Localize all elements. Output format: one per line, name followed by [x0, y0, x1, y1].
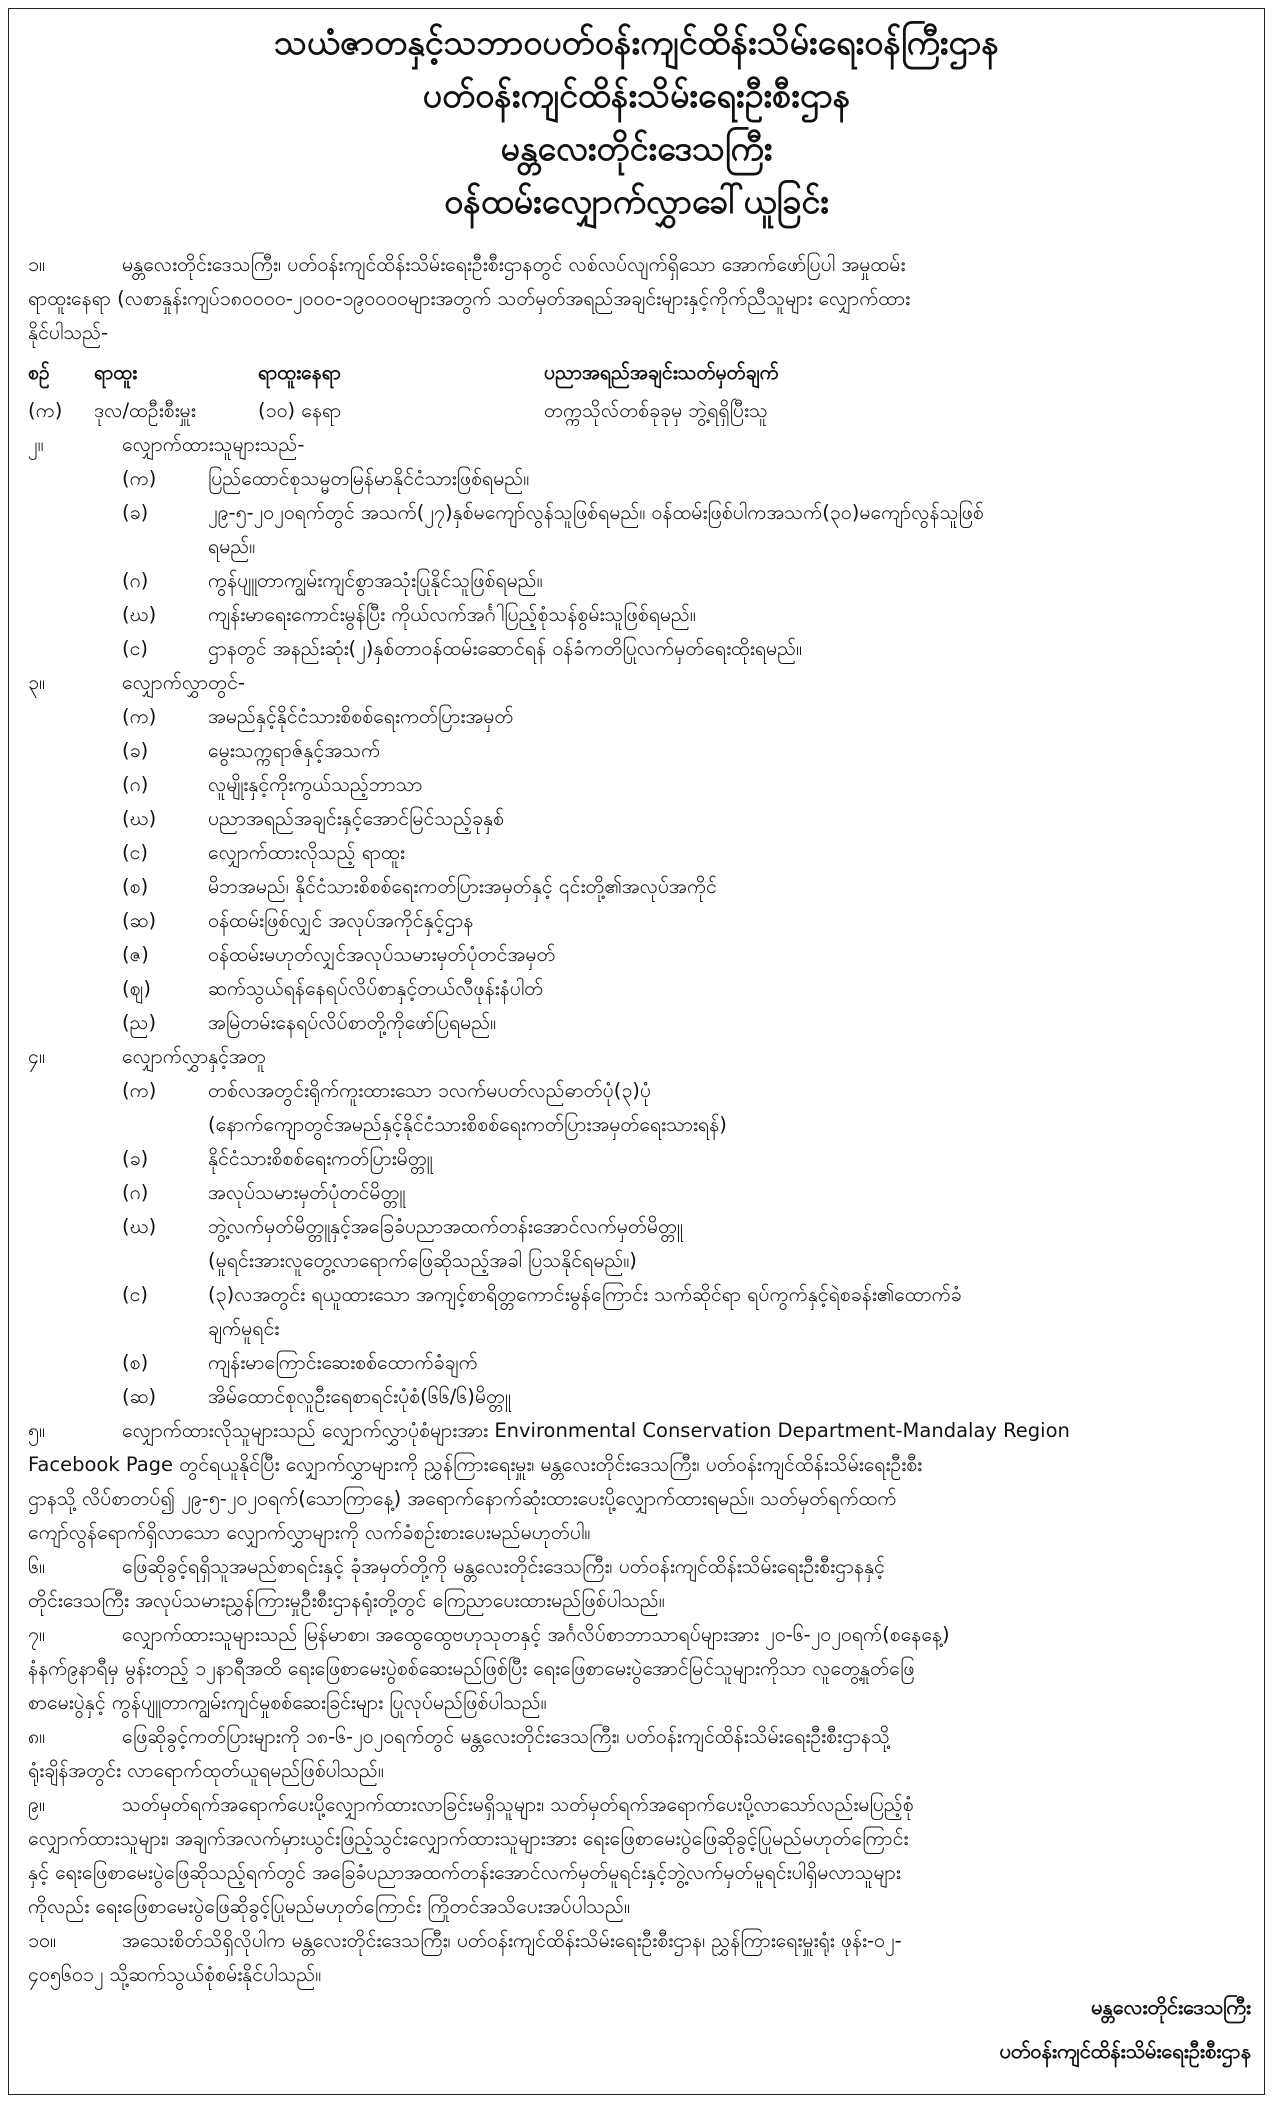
- col-header-vacancies: ရာထူးနေရာ: [258, 361, 341, 384]
- paragraph-text: အသေးစိတ်သိရှိလိုပါက မန္တလေးတိုင်းဒေသကြီး၊ ပတ်ဝန်းကျင်ထိန်းသိမ်းရေးဦးစီးဌာန၊ ညွှန်ကြားရေးမှူးရုံး ဖုန်း-၀၂-: [122, 1929, 902, 1952]
- list-item: [28, 938, 1253, 972]
- list-item: [28, 1210, 1253, 1244]
- positions-table-header: [28, 356, 1253, 390]
- item-marker: (င): [122, 637, 149, 660]
- list-item: [28, 598, 1253, 632]
- item-text: ကွန်ပျူတာကျွမ်းကျင်စွာအသုံးပြုနိုင်သူဖြစ်ရမည်။: [208, 569, 543, 592]
- paragraph-text: နှင့် ရေးဖြေစာမေးပွဲဖြေဆိုသည့်ရက်တွင် အခြေခံပညာအထက်တန်းအောင်လက်မှတ်မူရင်းနှင့်ဘွဲ့လက်မှတ်မူရင်းပါရှိမလာသူများ: [28, 1861, 901, 1884]
- paragraph-text: ဖြေဆိုခွင့်ရရှိသူအမည်စာရင်းနှင့် ခုံအမှတ်တို့ကို မန္တလေးတိုင်းဒေသကြီး၊ ပတ်ဝန်းကျင်ထိန်းသိမ်းရေးဦးစီးဌာနနှင့်: [122, 1555, 885, 1578]
- paragraph-text: ကိုလည်း ရေးဖြေစာမေးပွဲဖြေဆိုခွင့်ပြုမည်မဟုတ်ကြောင်း ကြိုတင်အသိပေးအပ်ပါသည်။: [28, 1895, 630, 1918]
- item-text: ၂၉-၅-၂၀၂၀ရက်တွင် အသက်(၂၇)နှစ်မကျော်လွန်သူဖြစ်ရမည်။ ဝန်ထမ်းဖြစ်ပါကအသက်(၃၀)မကျော်လွန်သူဖြစ်: [208, 501, 984, 524]
- list-item: [28, 972, 1253, 1006]
- list-item: [28, 768, 1253, 802]
- paragraph-3: [28, 666, 1253, 700]
- announcement-body: [28, 248, 1253, 1992]
- announcement-header: [9, 17, 1264, 229]
- list-item: [28, 802, 1253, 836]
- paragraph-text: ဌာနသို့ လိပ်စာတပ်၍ ၂၉-၅-၂၀၂၀ရက်(သောကြာနေ့) အရောက်နောက်ဆုံးထားပေးပို့လျှောက်ထားရမည်။ သတ်မှတ်ရက်ထက်: [28, 1487, 897, 1510]
- item-text: အလုပ်သမားမှတ်ပုံတင်မိတ္တူ: [208, 1181, 406, 1204]
- paragraph-number: ၉။: [28, 1793, 45, 1816]
- list-item: [28, 496, 1253, 530]
- item-text: ကျန်းမာကြောင်းဆေးစစ်ထောက်ခံချက်: [208, 1351, 478, 1374]
- item-text: (၃)လအတွင်း ရယူထားသော အကျင့်စာရိတ္တကောင်းမွန်ကြောင်း သက်ဆိုင်ရာ ရပ်ကွက်နှင့်ရဲစခန်း၏ထောက်ခံ: [208, 1283, 962, 1306]
- paragraph-7: [28, 1618, 1253, 1652]
- item-marker: (င): [122, 1283, 149, 1306]
- item-text: လျှောက်ထားလိုသည့် ရာထူး: [208, 841, 405, 864]
- item-marker: (စ): [122, 1351, 149, 1374]
- col-header-qualification: ပညာအရည်အချင်းသတ်မှတ်ချက်: [544, 361, 779, 384]
- item-marker: (စ): [122, 875, 149, 898]
- positions-table-row: [28, 394, 1253, 428]
- list-item: [28, 1006, 1253, 1040]
- item-marker: (ခ): [122, 1147, 149, 1170]
- list-item-cont: [28, 1244, 1253, 1278]
- paragraph-8: [28, 1720, 1253, 1754]
- paragraph-text: နံနက်၉နာရီမှ မွန်းတည့် ၁၂နာရီအထိ ရေးဖြေစာမေးပွဲစစ်ဆေးမည်ဖြစ်ပြီး ရေးဖြေစာမေးပွဲအောင်မြင်သူများကိုသာ လူတွေ့နှုတ်ဖြေ: [28, 1657, 915, 1680]
- item-text: နိုင်ငံသားစိစစ်ရေးကတ်ပြားမိတ္တူ: [208, 1147, 433, 1170]
- item-text: (မူရင်းအားလူတွေ့လာရောက်ဖြေဆိုသည့်အခါ ပြသနိုင်ရမည်။): [208, 1249, 637, 1272]
- paragraph-text: လျှောက်ထားသူများသည် မြန်မာစာ၊ အထွေထွေဗဟုသုတနှင့် အင်္ဂလိပ်စာဘာသာရပ်များအား ၂၀-၆-၂၀၂၀ရက်(စနေနေ့): [122, 1623, 950, 1646]
- paragraph-number: ၁။: [28, 253, 45, 276]
- paragraph-title: လျှောက်ထားသူများသည်-: [122, 433, 305, 456]
- paragraph-text: Facebook Page တွင်ရယူနိုင်ပြီး လျှောက်လွှာများကို ညွှန်ကြားရေးမှူး၊ မန္တလေးတိုင်းဒေသကြီး၊ ပတ်ဝန်းကျင်ထိန်းသိမ်းရေးဦးစီး: [28, 1453, 923, 1476]
- region-title: မန္တလေးတိုင်းဒေသကြီး: [500, 129, 773, 169]
- paragraph-text: ကျော်လွန်ရောက်ရှိလာသော လျှောက်လွှာများကို လက်ခံစဉ်းစားပေးမည်မဟုတ်ပါ။: [28, 1521, 591, 1544]
- item-marker: (က): [122, 467, 157, 490]
- col-header-position: ရာထူး: [94, 361, 138, 384]
- paragraph-1: [28, 248, 1253, 282]
- item-text: (နောက်ကျောတွင်အမည်နှင့်နိုင်ငံသားစိစစ်ရေးကတ်ပြားအမှတ်ရေးသားရန်): [208, 1113, 727, 1136]
- item-text: ဌာနတွင် အနည်းဆုံး(၂)နှစ်တာဝန်ထမ်းဆောင်ရန် ဝန်ခံကတိပြုလက်မှတ်ရေးထိုးရမည်။: [208, 637, 802, 660]
- list-item: [28, 632, 1253, 666]
- list-item: [28, 564, 1253, 598]
- item-text: ဘွဲ့လက်မှတ်မိတ္တူနှင့်အခြေခံပညာအထက်တန်းအောင်လက်မှတ်မိတ္တူ: [208, 1215, 683, 1238]
- item-text: ချက်မူရင်း: [208, 1317, 280, 1340]
- list-item: [28, 1074, 1253, 1108]
- paragraph-text: ဖြေဆိုခွင့်ကတ်ပြားများကို ၁၈-၆-၂၀၂၀ရက်တွင် မန္တလေးတိုင်းဒေသကြီး၊ ပတ်ဝန်းကျင်ထိန်းသိမ်းရေးဦးစီးဌာနသို့: [122, 1725, 890, 1748]
- item-text: လူမျိုးနှင့်ကိုးကွယ်သည့်ဘာသာ: [208, 773, 423, 796]
- item-marker: (ဆ): [122, 1385, 157, 1408]
- list-item: [28, 700, 1253, 734]
- paragraph-5: [28, 1414, 1253, 1448]
- list-item: [28, 1176, 1253, 1210]
- paragraph-number: ၂။: [28, 433, 44, 456]
- table-cell: တက္ကသိုလ်တစ်ခုခုမှ ဘွဲ့ရရှိပြီးသူ: [544, 399, 768, 422]
- announcement-title: ဝန်ထမ်းလျှောက်လွှာခေါ်ယူခြင်း: [444, 182, 829, 222]
- paragraph-text: သတ်မှတ်ရက်အရောက်ပေးပို့လျှောက်ထားလာခြင်းမရှိသူများ၊ သတ်မှတ်ရက်အရောက်ပေးပို့လာသော်လည်းမပြည့်စုံ: [122, 1793, 914, 1816]
- paragraph-number: ၅။: [28, 1419, 45, 1442]
- item-text: အမြဲတမ်းနေရပ်လိပ်စာတို့ကိုဖော်ပြရမည်။: [208, 1011, 497, 1034]
- paragraph-2: [28, 428, 1253, 462]
- item-text: ဆက်သွယ်ရန်နေရပ်လိပ်စာနှင့်တယ်လီဖုန်းနံပါတ်: [208, 977, 544, 1000]
- paragraph-text: စာမေးပွဲနှင့် ကွန်ပျူတာကျွမ်းကျင်မှုစစ်ဆေးခြင်းများ ပြုလုပ်မည်ဖြစ်ပါသည်။: [28, 1691, 547, 1714]
- item-text: မိဘအမည်၊ နိုင်ငံသားစိစစ်ရေးကတ်ပြားအမှတ်နှင့် ၎င်းတို့၏အလုပ်အကိုင်: [208, 875, 717, 898]
- paragraph-text: မန္တလေးတိုင်းဒေသကြီး၊ ပတ်ဝန်းကျင်ထိန်းသိမ်းရေးဦးစီးဌာနတွင် လစ်လပ်လျက်ရှိသော အောက်ဖော်ပြပါ အမှုထမ်း: [122, 253, 906, 276]
- signature-block: [999, 1985, 1251, 2073]
- item-marker: (ည): [122, 1011, 157, 1034]
- item-marker: (ခ): [122, 501, 149, 524]
- list-item: [28, 836, 1253, 870]
- item-marker: (ဂ): [122, 773, 149, 796]
- paragraph-text: လျှောက်ထားသူများ၊ အချက်အလက်မှားယွင်းဖြည့်သွင်းလျှောက်ထားသူများအား ရေးဖြေစာမေးပွဲဖြေဆိုခွင့်ပြုမည်မဟုတ်ကြောင်း: [28, 1827, 909, 1850]
- item-text: မွေးသက္ကရာဇ်နှင့်အသက်: [208, 739, 381, 762]
- paragraph-number: ၆။: [28, 1555, 45, 1578]
- paragraph-number: ၁၀။: [28, 1929, 56, 1952]
- item-text: ဝန်ထမ်းဖြစ်လျှင် အလုပ်အကိုင်နှင့်ဌာန: [208, 909, 474, 932]
- item-marker: (ဈ): [122, 977, 151, 1000]
- item-marker: (ဃ): [122, 807, 157, 830]
- list-item: [28, 1380, 1253, 1414]
- item-marker: (င): [122, 841, 149, 864]
- item-marker: (က): [122, 1079, 157, 1102]
- item-marker: (ဂ): [122, 569, 149, 592]
- department-title: ပတ်ဝန်းကျင်ထိန်းသိမ်းရေးဦးစီးဌာန: [422, 76, 851, 116]
- list-item: [28, 1346, 1253, 1380]
- paragraph-text: ၄၀၅၆၀၁၂ သို့ဆက်သွယ်စုံစမ်းနိုင်ပါသည်။: [28, 1963, 322, 1986]
- item-text: ပညာအရည်အချင်းနှင့်အောင်မြင်သည့်ခုနှစ်: [208, 807, 505, 830]
- list-item: [28, 734, 1253, 768]
- col-header-no: စဉ်: [28, 361, 50, 384]
- list-item: [28, 870, 1253, 904]
- item-marker: (ခ): [122, 739, 149, 762]
- paragraph-9: [28, 1788, 1253, 1822]
- paragraph-4: [28, 1040, 1253, 1074]
- paragraph-number: ၄။: [28, 1045, 45, 1068]
- paragraph-text: လျှောက်ထားလိုသူများသည် လျှောက်လွှာပုံစံများအား Environmental Conservation Department-Mandalay Region: [122, 1419, 1070, 1442]
- item-marker: (က): [122, 705, 157, 728]
- list-item-cont: [28, 1312, 1253, 1346]
- paragraph-text: ရာထူးနေရာ (လစာနှုန်းကျပ်၁၈၀၀၀၀-၂၀၀၀-၁၉၀၀၀၀များအတွက် သတ်မှတ်အရည်အချင်းများနှင့်ကိုက်ညီသူများ လျှောက်ထား: [28, 287, 911, 310]
- item-marker: (ဇ): [122, 943, 149, 966]
- paragraph-6: [28, 1550, 1253, 1584]
- paragraph-title: လျှောက်လွှာနှင့်အတူ: [122, 1045, 266, 1068]
- item-text: တစ်လအတွင်းရိုက်ကူးထားသော ၁လက်မပတ်လည်ဓာတ်ပုံ(၃)ပုံ: [208, 1079, 652, 1102]
- paragraph-text: တိုင်းဒေသကြီး အလုပ်သမားညွှန်ကြားမှုဦးစီးဌာနရုံးတို့တွင် ကြေညာပေးထားမည်ဖြစ်ပါသည်။: [28, 1589, 665, 1612]
- item-text: အိမ်ထောင်စုလူဦးရေစာရင်းပုံစံ(၆၆/၆)မိတ္တူ: [208, 1385, 511, 1408]
- table-cell: (၁၀) နေရာ: [258, 399, 342, 422]
- ministry-title: သယံဇာတနှင့်သဘာဝပတ်ဝန်းကျင်ထိန်းသိမ်းရေးဝန်ကြီးဌာန: [274, 23, 999, 63]
- paragraph-number: ၇။: [28, 1623, 45, 1646]
- item-text: ပြည်ထောင်စုသမ္မတမြန်မာနိုင်ငံသားဖြစ်ရမည်။: [208, 467, 530, 490]
- list-item-cont: [28, 530, 1253, 564]
- item-text: အမည်နှင့်နိုင်ငံသားစိစစ်ရေးကတ်ပြားအမှတ်: [208, 705, 514, 728]
- item-text: ဝန်ထမ်းမဟုတ်လျှင်အလုပ်သမားမှတ်ပုံတင်အမှတ်: [208, 943, 556, 966]
- list-item: [28, 904, 1253, 938]
- item-marker: (ဂ): [122, 1181, 149, 1204]
- paragraph-text: နိုင်ပါသည်-: [28, 321, 109, 344]
- table-cell: ဒုလ/ထဦးစီးမှူး: [94, 399, 196, 422]
- signature-region: မန္တလေးတိုင်းဒေသကြီး: [1091, 1995, 1251, 2019]
- item-marker: (ဆ): [122, 909, 157, 932]
- list-item-cont: [28, 1108, 1253, 1142]
- item-text: ရမည်။: [208, 535, 256, 558]
- item-marker: (ဃ): [122, 603, 157, 626]
- signature-department: ပတ်ဝန်းကျင်ထိန်းသိမ်းရေးဦးစီးဌာန: [999, 2039, 1251, 2063]
- list-item: [28, 1142, 1253, 1176]
- paragraph-10: [28, 1924, 1253, 1958]
- list-item: [28, 462, 1253, 496]
- item-marker: (ဃ): [122, 1215, 157, 1238]
- paragraph-number: ၈။: [28, 1725, 46, 1748]
- table-cell: (က): [28, 399, 63, 422]
- item-text: ကျန်းမာရေးကောင်းမွန်ပြီး ကိုယ်လက်အင်္ဂါပြည့်စုံသန်စွမ်းသူဖြစ်ရမည်။: [208, 603, 696, 626]
- paragraph-title: လျှောက်လွှာတွင်-: [122, 671, 245, 694]
- paragraph-text: ရုံးချိန်အတွင်း လာရောက်ထုတ်ယူရမည်ဖြစ်ပါသည်။: [28, 1759, 384, 1782]
- list-item: [28, 1278, 1253, 1312]
- paragraph-number: ၃။: [28, 671, 45, 694]
